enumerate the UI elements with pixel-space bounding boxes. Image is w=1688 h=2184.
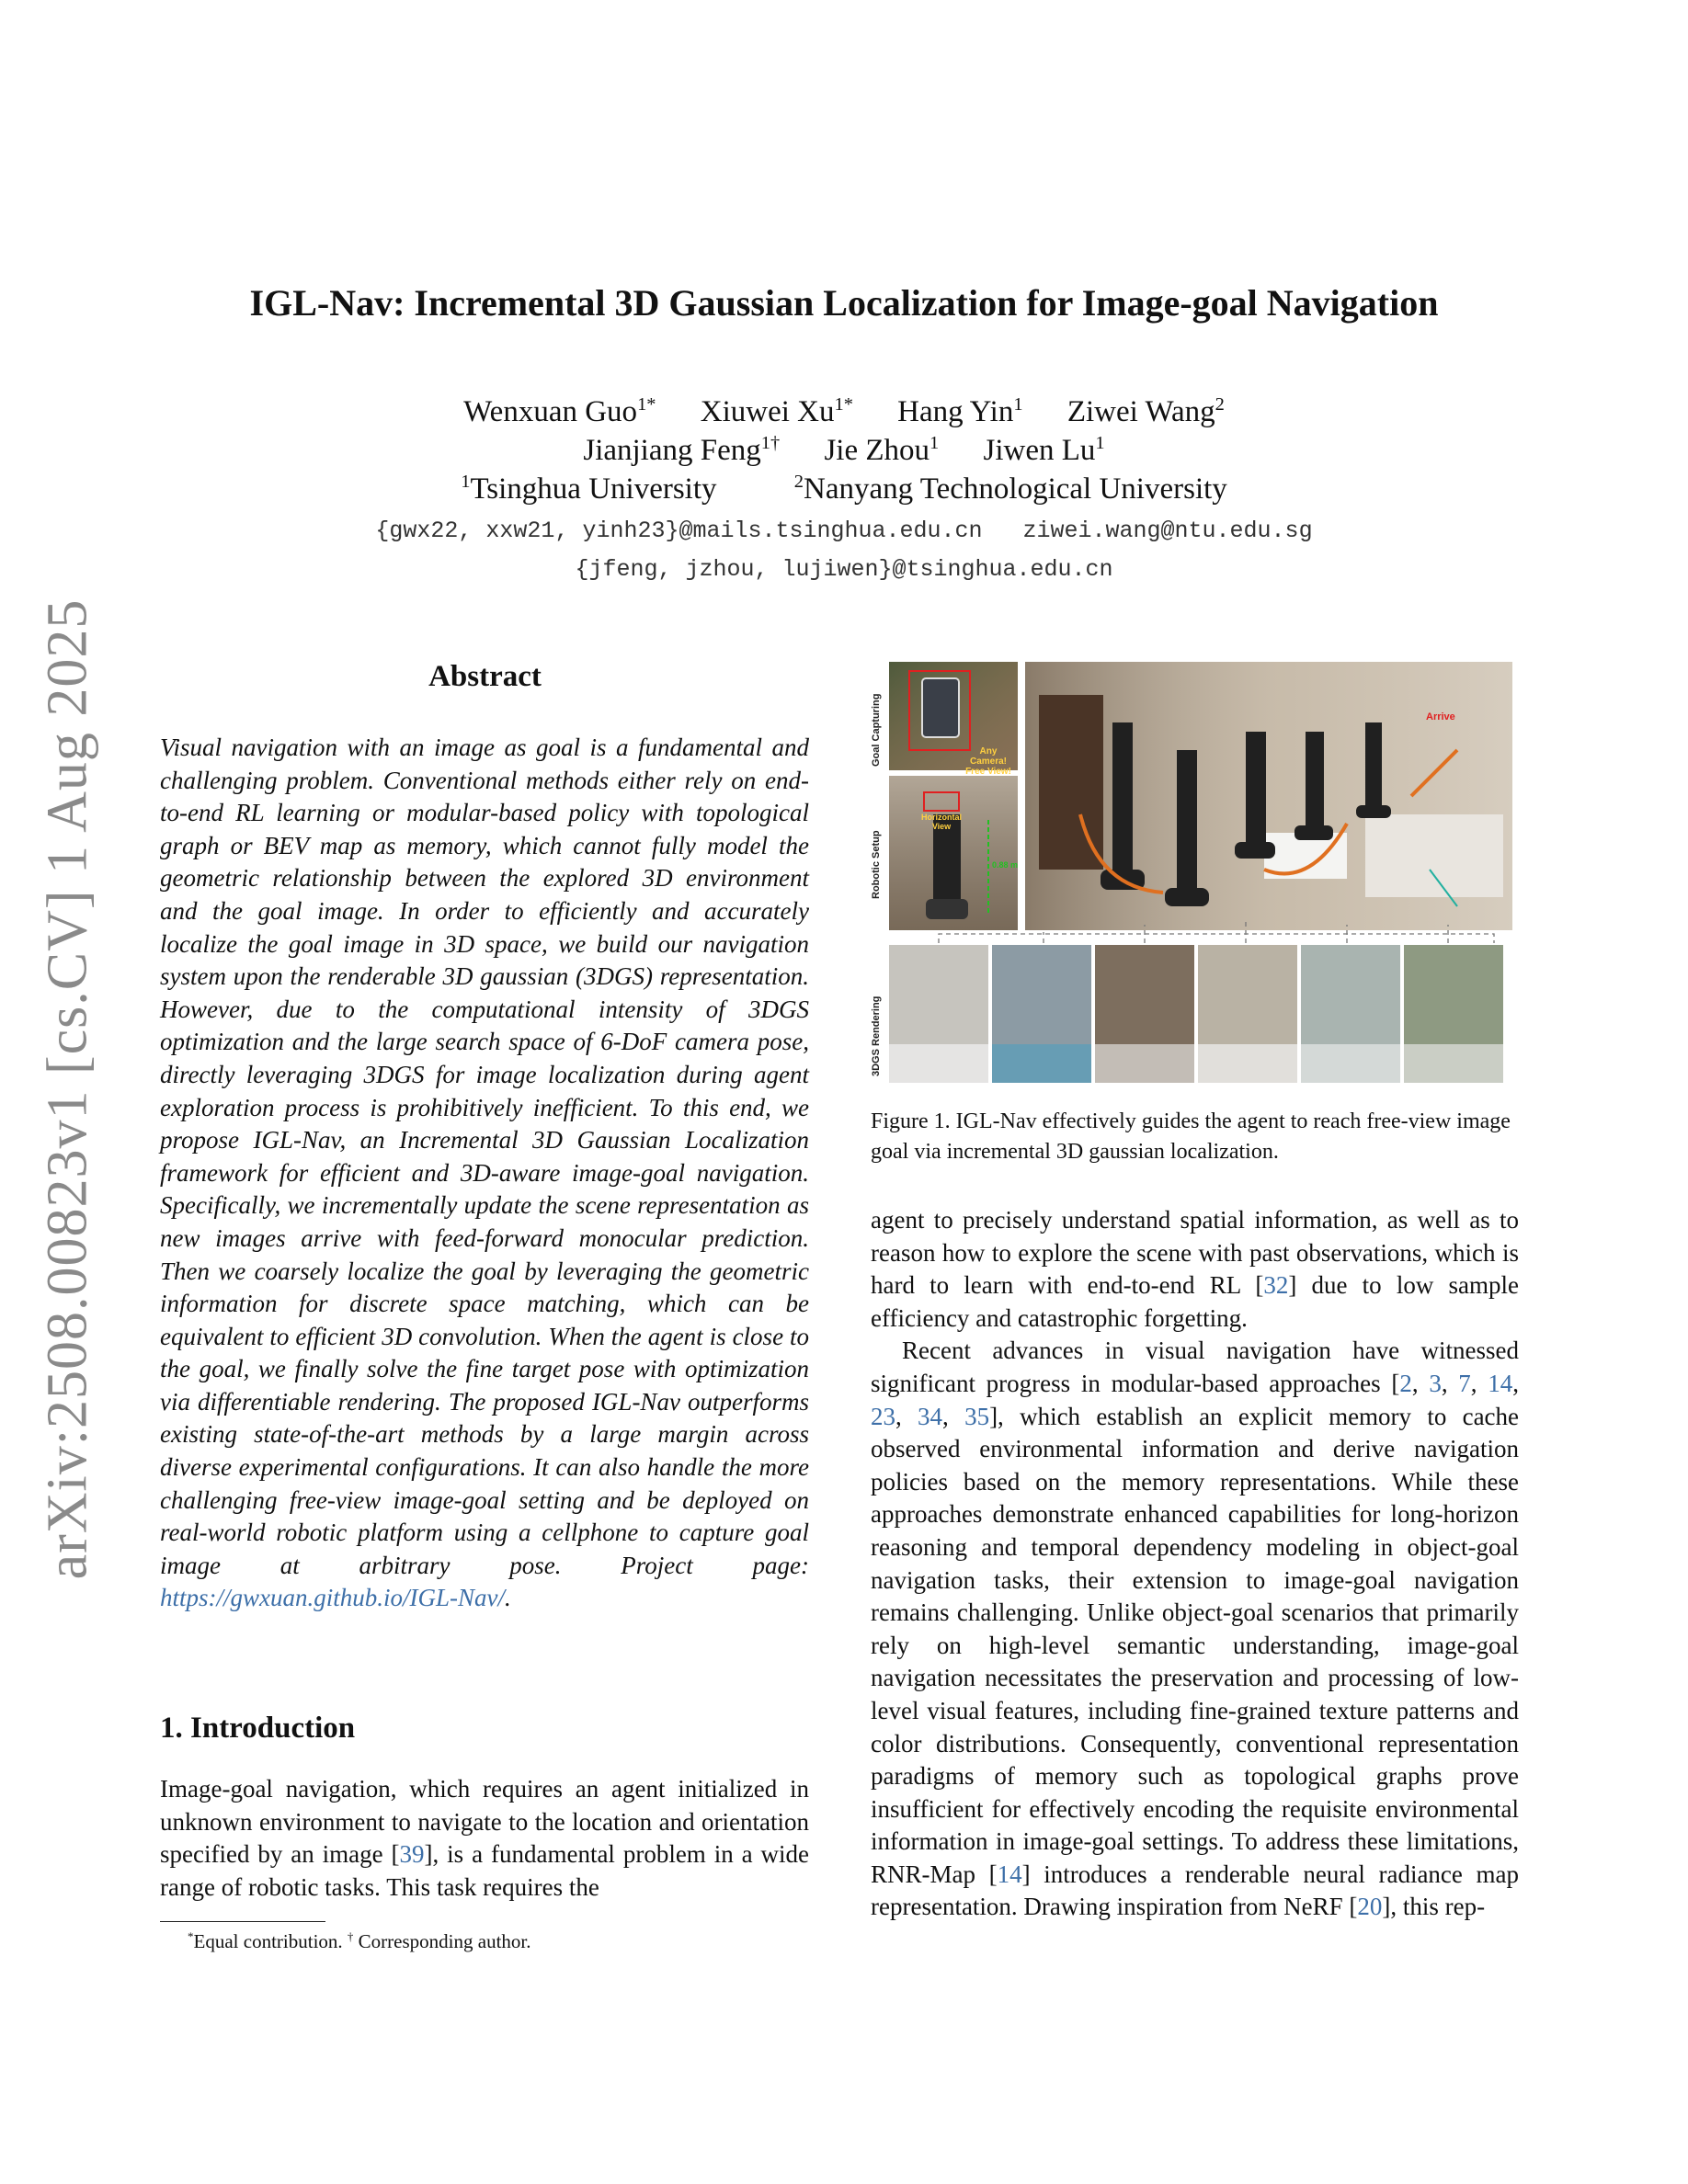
citation-link[interactable]: 34 [918,1402,943,1430]
citation-link[interactable]: 39 [399,1840,425,1869]
phone-icon [922,678,959,737]
citation-link[interactable]: 20 [1357,1893,1383,1921]
label-3dgs-rendering: 3DGS Rendering [871,995,882,1076]
affiliation: $^2$Nanyang Technological University [793,472,1227,506]
label-horizontal-view: Horizontal View [921,813,962,831]
project-page-link[interactable]: https://gwxuan.github.io/IGL-Nav/ [160,1584,505,1612]
paper-title: IGL-Nav: Incremental 3D Gaussian Localization for Image-goal Navigation [249,282,1439,324]
author: Jianjiang Feng$^{1\dagger}$ [583,433,781,467]
author: Jie Zhou$^1$ [824,433,940,467]
author: Jiwen Lu$^1$ [983,433,1105,467]
citation-link[interactable]: 23 [871,1402,895,1430]
author: Hang Yin$^1$ [897,394,1023,428]
introduction-heading: 1. Introduction [160,1712,356,1745]
affiliation: $^1$Tsinghua University [461,472,717,506]
email: {jfeng, jzhou, lujiwen}@tsinghua.edu.cn [575,556,1113,583]
paragraph: Recent advances in visual navigation have witnessed significant progress in modular-based approaches [2, 3, 7, 14, 23, 34, 35], which establish an explicit memory to cache observed environmental information and derive navigation policies based on the memory representations. While these approaches demonstrate enhanced capabilities for long-horizon reasoning and temporal dependency modeling in object-goal navigation tasks, their extension to image-goal navigation remains challenging. Unlike object-goal scenarios that primarily rely on high-level semantic understanding, image-goal navigation necessitates the preservation and processing of low-level visual features, including fine-grained texture patterns and color distributions. Consequently, conventional representation paradigms of memory such as topological graphs prove insufficient for effectively encoding the requisite environmental information in image-goal settings. To address these limitations, RNR-Map [14] introduces a renderable neural radiance map representation. Drawing inspiration from NeRF [20], this rep- [871,1337,1520,1921]
authors-line-2 [0,434,1688,468]
rendering-thumbnails [889,945,1503,1083]
email: {gwx22, xxw21, yinh23}@mails.tsinghua.edu.cn [375,518,983,544]
citation-link[interactable]: 7 [1458,1369,1471,1397]
footnote-rule [160,1921,325,1922]
author: Ziwei Wang$^2$ [1066,394,1225,428]
figure-1 [869,658,1512,1090]
label-any-camera: Any Camera! Free View! [965,746,1011,777]
arxiv-id-text: arXiv:2508.00823v1 [cs.CV] 1 Aug 2025 [36,598,99,1580]
author: Xiuwei $Xu^{1*}$ [700,394,853,428]
citation-link[interactable]: 3 [1429,1369,1442,1397]
label-goal-capturing: Goal Capturing [871,693,882,767]
label-arrive: Arrive [1426,711,1455,722]
label-robotic-setup: Robotic Setup [871,830,882,899]
emails-line-2 [0,556,1688,583]
paragraph: agent to precisely understand spatial information, as well as to reason how to explore the scene with past observations, which is hard to learn with end-to-end RL [32] due to low sample efficiency and catastrophic forgetting. [871,1206,1519,1332]
abstract-text: Visual navigation with an image as goal is a fundamental and challenging problem. Conventional methods either rely on end-to-end RL learning or modular-based policy with topological graph or BEV map as memory, which cannot fully model the geometric relationship between the explored 3D environment and the goal image. In order to efficiently and accurately localize the goal image in 3D space, we build our navigation system upon the renderable 3D gaussian (3DGS) representation. However, due to the computational intensity of 3DGS optimization and the large search space of 6-DoF camera pose, directly leveraging 3DGS for image localization during agent exploration process is prohibitively inefficient. To this end, we propose IGL-Nav, an Incremental 3D Gaussian Localization framework for efficient and 3D-aware image-goal navigation. Specifically, we incrementally update the scene representation as new images arrive with feed-forward monocular prediction. Then we coarsely localize the goal by leveraging the geometric information for discrete space matching, which can be equivalent to efficient 3D convolution. When the agent is close to the goal, we finally solve the fine target pose with optimization via differentiable rendering. The proposed IGL-Nav outperforms existing state-of-the-art methods by a large margin across diverse experimental configurations. It can also handle the more challenging free-view image-goal setting and be deployed on real-world robotic platform using a cellphone to capture goal image at arbitrary pose. Project page: https://gwxuan.github.io/IGL-Nav/. [160,734,809,1612]
figure-1-caption: Figure 1. IGL-Nav effectively guides the agent to reach free-view image goal via incremental 3D gaussian localization. [871,1109,1511,1164]
introduction-text: Image-goal navigation, which requires an agent initialized in unknown environment to navigate to the location and orientation specified by an image [39], is a fundamental problem in a wide range of robotic tasks. This task requires the [160,1775,809,1901]
label-height: 0.88 m [992,860,1019,870]
citation-link[interactable]: 35 [964,1402,990,1430]
abstract-heading: Abstract [428,660,542,693]
affiliations [0,472,1688,506]
citation-link[interactable]: 14 [1488,1369,1513,1397]
figure-1-illustration [869,658,1512,1090]
citation-link[interactable]: 14 [997,1860,1022,1888]
authors-line-1 [0,395,1688,429]
citation-link[interactable]: 2 [1399,1369,1412,1397]
right-column-text [871,1204,1519,1924]
email: ziwei.wang@ntu.edu.sg [1022,518,1313,544]
citation-link[interactable]: 32 [1263,1271,1289,1300]
emails-line-1 [0,518,1688,544]
arxiv-sidebar-id [31,598,105,1580]
footnote: *Equal contribution. † Corresponding author. [188,1929,531,1952]
author: Wenxuan Guo$^{1*}$ [463,394,656,428]
